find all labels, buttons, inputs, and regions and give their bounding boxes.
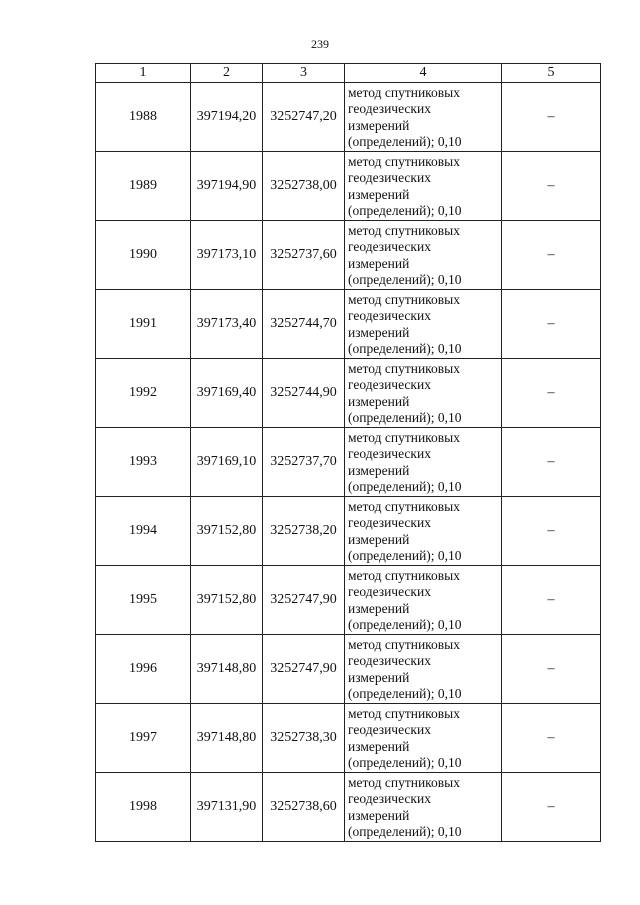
point-number-cell: 1993 xyxy=(96,428,191,497)
header-col-4: 4 xyxy=(345,64,502,83)
table-row xyxy=(96,635,601,704)
method-line: (определений); 0,10 xyxy=(348,271,462,287)
x-coordinate-cell: 397173,10 xyxy=(191,221,263,290)
column-5-cell: – xyxy=(502,221,601,290)
x-coordinate-cell: 397194,90 xyxy=(191,152,263,221)
method-line: геодезических xyxy=(348,791,431,807)
column-5-cell: – xyxy=(502,566,601,635)
point-number-cell: 1991 xyxy=(96,290,191,359)
column-5-cell: – xyxy=(502,83,601,152)
method-line: метод спутниковых xyxy=(348,775,460,790)
x-coordinate-cell: 397173,40 xyxy=(191,290,263,359)
method-line: измерений xyxy=(348,669,410,685)
method-cell xyxy=(345,83,502,152)
column-5-cell: – xyxy=(502,704,601,773)
y-coordinate-cell: 3252738,00 xyxy=(263,152,345,221)
column-5-cell: – xyxy=(502,773,601,842)
method-line: метод спутниковых xyxy=(348,430,460,445)
table-header-row xyxy=(96,64,601,83)
method-line: (определений); 0,10 xyxy=(348,409,462,425)
point-number-cell: 1989 xyxy=(96,152,191,221)
x-coordinate-cell: 397148,80 xyxy=(191,704,263,773)
method-line: геодезических xyxy=(348,722,431,738)
column-5-cell: – xyxy=(502,359,601,428)
method-line: метод спутниковых xyxy=(348,568,460,583)
method-line: геодезических xyxy=(348,101,431,117)
y-coordinate-cell: 3252747,90 xyxy=(263,635,345,704)
method-line: метод спутниковых xyxy=(348,223,460,238)
y-coordinate-cell: 3252747,20 xyxy=(263,83,345,152)
page-number: 239 xyxy=(311,37,329,51)
column-5-cell: – xyxy=(502,635,601,704)
method-line: метод спутниковых xyxy=(348,499,460,514)
point-number-cell: 1988 xyxy=(96,83,191,152)
column-5-cell: – xyxy=(502,428,601,497)
x-coordinate-cell: 397169,40 xyxy=(191,359,263,428)
table-row xyxy=(96,704,601,773)
method-cell xyxy=(345,221,502,290)
y-coordinate-cell: 3252737,70 xyxy=(263,428,345,497)
point-number-cell: 1990 xyxy=(96,221,191,290)
x-coordinate-cell: 397152,80 xyxy=(191,566,263,635)
y-coordinate-cell: 3252738,30 xyxy=(263,704,345,773)
table-row xyxy=(96,83,601,152)
method-cell xyxy=(345,497,502,566)
method-line: геодезических xyxy=(348,239,431,255)
method-cell xyxy=(345,773,502,842)
table-row xyxy=(96,152,601,221)
y-coordinate-cell: 3252738,60 xyxy=(263,773,345,842)
point-number-cell: 1996 xyxy=(96,635,191,704)
method-cell xyxy=(345,359,502,428)
table-row xyxy=(96,359,601,428)
method-line: (определений); 0,10 xyxy=(348,754,462,770)
method-line: измерений xyxy=(348,600,410,616)
method-line: измерений xyxy=(348,324,410,340)
method-line: метод спутниковых xyxy=(348,706,460,721)
y-coordinate-cell: 3252737,60 xyxy=(263,221,345,290)
y-coordinate-cell: 3252744,70 xyxy=(263,290,345,359)
header-col-1: 1 xyxy=(96,64,191,83)
method-line: измерений xyxy=(348,186,410,202)
method-line: метод спутниковых xyxy=(348,154,460,169)
method-line: измерений xyxy=(348,531,410,547)
method-line: метод спутниковых xyxy=(348,85,460,100)
point-number-cell: 1998 xyxy=(96,773,191,842)
method-line: измерений xyxy=(348,255,410,271)
method-line: (определений); 0,10 xyxy=(348,340,462,356)
method-line: геодезических xyxy=(348,170,431,186)
x-coordinate-cell: 397169,10 xyxy=(191,428,263,497)
method-line: измерений xyxy=(348,738,410,754)
method-line: (определений); 0,10 xyxy=(348,685,462,701)
method-line: геодезических xyxy=(348,584,431,600)
method-line: метод спутниковых xyxy=(348,292,460,307)
table-row xyxy=(96,497,601,566)
table-row xyxy=(96,773,601,842)
method-line: геодезических xyxy=(348,377,431,393)
point-number-cell: 1995 xyxy=(96,566,191,635)
method-line: геодезических xyxy=(348,446,431,462)
method-line: (определений); 0,10 xyxy=(348,133,462,149)
x-coordinate-cell: 397194,20 xyxy=(191,83,263,152)
method-cell xyxy=(345,290,502,359)
y-coordinate-cell: 3252744,90 xyxy=(263,359,345,428)
x-coordinate-cell: 397148,80 xyxy=(191,635,263,704)
method-line: (определений); 0,10 xyxy=(348,616,462,632)
method-line: (определений); 0,10 xyxy=(348,202,462,218)
method-line: геодезических xyxy=(348,653,431,669)
point-number-cell: 1992 xyxy=(96,359,191,428)
table-row xyxy=(96,221,601,290)
header-col-5: 5 xyxy=(502,64,601,83)
column-5-cell: – xyxy=(502,290,601,359)
method-line: измерений xyxy=(348,462,410,478)
method-cell xyxy=(345,704,502,773)
method-line: (определений); 0,10 xyxy=(348,478,462,494)
table-row xyxy=(96,290,601,359)
method-cell xyxy=(345,566,502,635)
method-line: метод спутниковых xyxy=(348,637,460,652)
method-line: измерений xyxy=(348,393,410,409)
method-line: метод спутниковых xyxy=(348,361,460,376)
table-row xyxy=(96,428,601,497)
y-coordinate-cell: 3252738,20 xyxy=(263,497,345,566)
x-coordinate-cell: 397152,80 xyxy=(191,497,263,566)
column-5-cell: – xyxy=(502,497,601,566)
method-line: (определений); 0,10 xyxy=(348,823,462,839)
method-cell xyxy=(345,635,502,704)
point-number-cell: 1994 xyxy=(96,497,191,566)
method-cell xyxy=(345,152,502,221)
method-line: геодезических xyxy=(348,515,431,531)
header-col-2: 2 xyxy=(191,64,263,83)
coordinates-table xyxy=(95,63,601,842)
method-line: измерений xyxy=(348,117,410,133)
column-5-cell: – xyxy=(502,152,601,221)
y-coordinate-cell: 3252747,90 xyxy=(263,566,345,635)
header-col-3: 3 xyxy=(263,64,345,83)
method-line: геодезических xyxy=(348,308,431,324)
point-number-cell: 1997 xyxy=(96,704,191,773)
x-coordinate-cell: 397131,90 xyxy=(191,773,263,842)
method-cell xyxy=(345,428,502,497)
method-line: измерений xyxy=(348,807,410,823)
method-line: (определений); 0,10 xyxy=(348,547,462,563)
table-row xyxy=(96,566,601,635)
